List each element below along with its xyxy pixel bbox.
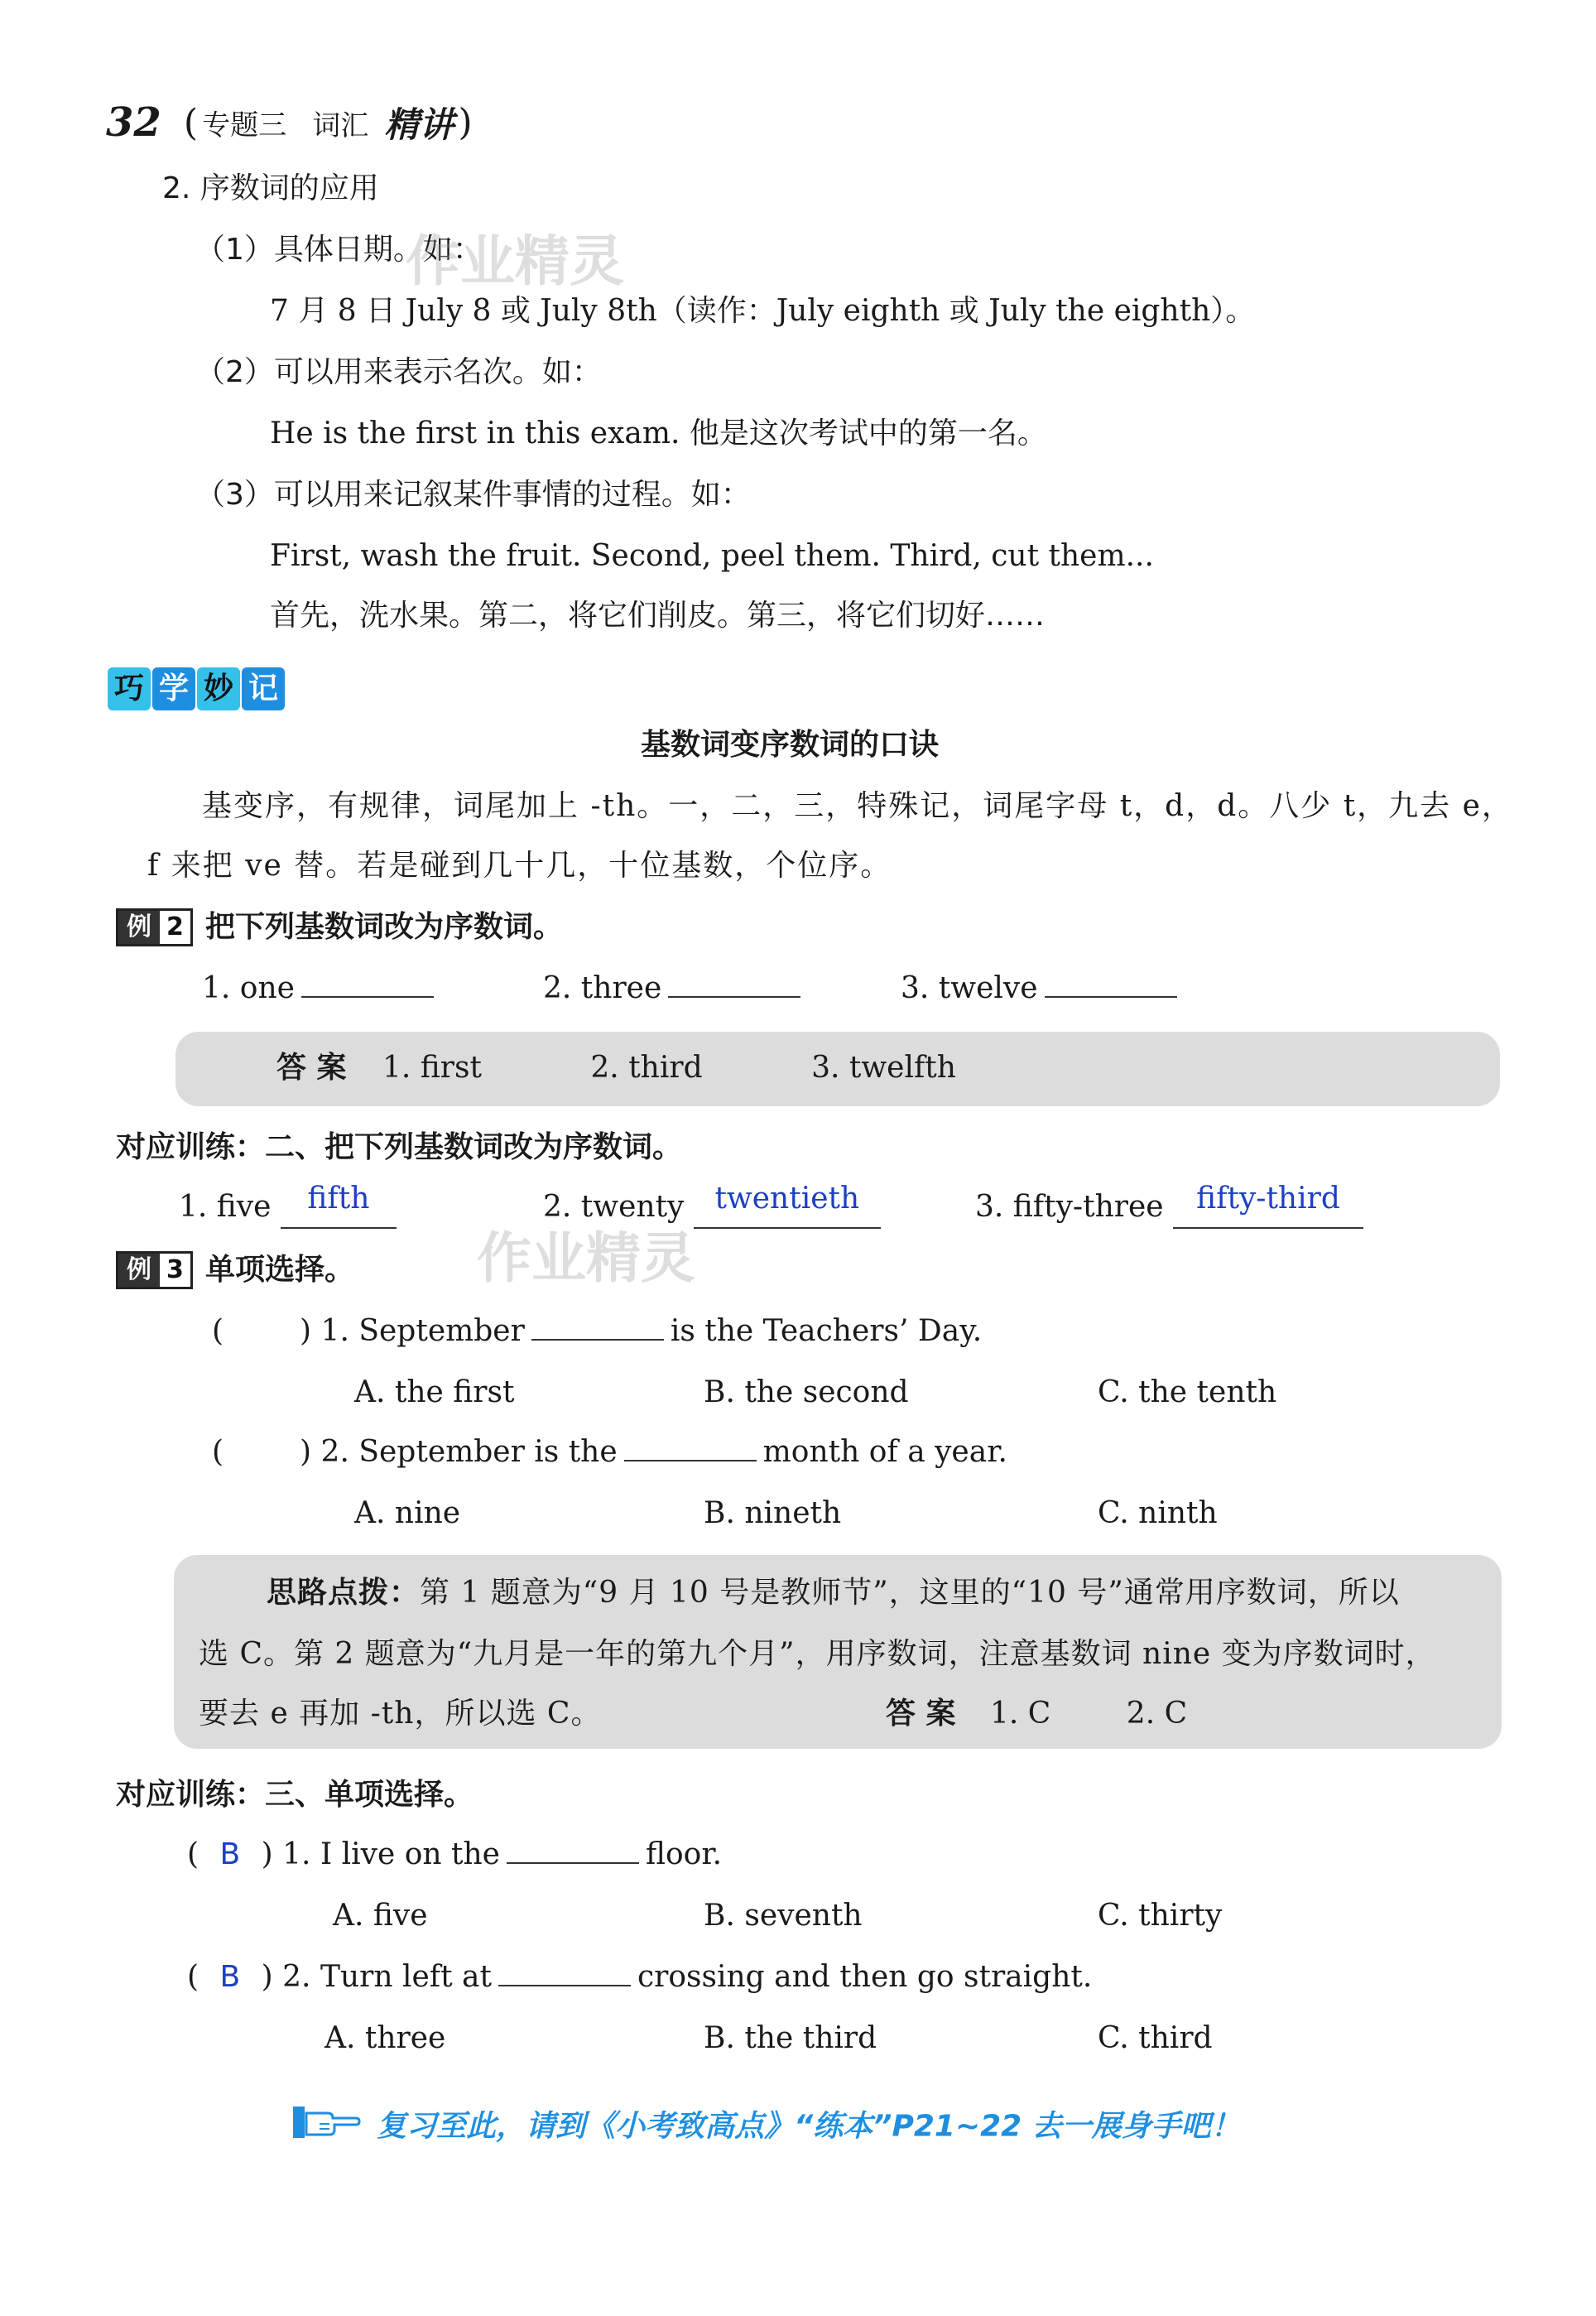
practice-2-q1 xyxy=(179,1182,397,1229)
hint-text-3: 要去 e 再加 -th，所以选 C。 xyxy=(199,1697,602,1731)
q-text: 2. twenty xyxy=(543,1190,685,1224)
paren-close: ) xyxy=(261,1960,273,1994)
hint-text-1: 第 1 题意为“9 月 10 号是教师节”，这里的“10 号”通常用序数词，所以 xyxy=(420,1576,1400,1610)
footer xyxy=(291,2102,1241,2146)
example-2-q2 xyxy=(543,969,807,1009)
paren-open: ( xyxy=(187,1837,200,1871)
example-3-q1-opt-b: B. the second xyxy=(704,1375,909,1409)
practice-3-q1-opt-c: C. thirty xyxy=(1098,1899,1223,1933)
paren-close: ) xyxy=(300,1314,312,1348)
memory-tip-line-2: f 来把 ve 替。若是碰到几十几，十位基数，个位序。 xyxy=(147,849,892,883)
example-3-badge xyxy=(116,1251,193,1289)
example-3-q2-opt-b: B. nineth xyxy=(704,1496,842,1530)
q-text: 1. five xyxy=(179,1190,272,1224)
answer-blank xyxy=(668,971,800,998)
example-3-q1-opt-a: A. the first xyxy=(354,1375,515,1409)
header-bracket-left: ( xyxy=(183,101,199,144)
header-bracket-right: ) xyxy=(458,101,473,144)
answer-field[interactable] xyxy=(1173,1182,1363,1229)
practice-3-q1-stem xyxy=(187,1835,722,1875)
item-2-example: He is the first in this exam. 他是这次考试中的第一名。 xyxy=(270,416,1047,450)
watermark-2: 作业精灵 xyxy=(477,1226,695,1290)
badge-number: 2 xyxy=(166,912,184,941)
answer-label: 答 案 xyxy=(886,1697,956,1731)
stem-pre: 2. Turn left at xyxy=(282,1960,492,1994)
example-2-header xyxy=(116,908,563,947)
practice-3-q2-opt-c: C. third xyxy=(1098,2021,1213,2055)
practice-3-q2-opt-a: A. three xyxy=(324,2021,446,2055)
practice-2-title: 对应训练：二、把下列基数词改为序数词。 xyxy=(116,1130,683,1164)
stem-post: is the Teachers’ Day. xyxy=(670,1314,983,1348)
choice-answer[interactable]: B xyxy=(219,1960,241,1994)
stem-blank xyxy=(531,1314,664,1341)
q-text: 3. twelve xyxy=(901,971,1038,1005)
answer-field[interactable] xyxy=(281,1182,397,1229)
answer-label: 答 案 xyxy=(276,1051,347,1085)
example-3-q2-stem xyxy=(212,1432,1007,1472)
stem-blank xyxy=(507,1837,639,1864)
answer-1: 1. first xyxy=(382,1051,482,1085)
item-1-example: 7 月 8 日 July 8 或 July 8th（读作：July eighth 或 July the eighth）。 xyxy=(270,294,1256,328)
practice-2-q3 xyxy=(975,1182,1363,1229)
practice-3-q2-opt-b: B. the third xyxy=(704,2021,877,2055)
hint-label: 思路点拨： xyxy=(267,1576,421,1610)
stem-pre: 2. September is the xyxy=(320,1435,618,1469)
example-2-badge xyxy=(116,908,193,946)
page-number: 32 xyxy=(106,99,161,146)
practice-3-title: 对应训练：三、单项选择。 xyxy=(116,1778,474,1812)
example-2-q3 xyxy=(901,969,1184,1009)
example-3-instruction: 单项选择。 xyxy=(204,1253,354,1287)
header-topic-mark: 精讲 xyxy=(384,104,454,145)
memory-tip-badge xyxy=(108,667,286,710)
memory-tip-title: 基数词变序数词的口诀 xyxy=(641,728,940,762)
stem-pre: 1. September xyxy=(320,1314,525,1348)
handwritten-answer: twentieth xyxy=(714,1182,860,1216)
badge-label: 例 xyxy=(118,1254,160,1287)
example-2-q1 xyxy=(202,969,440,1009)
handwritten-answer: fifty-third xyxy=(1196,1182,1340,1216)
example-3-q2-opt-c: C. ninth xyxy=(1098,1496,1218,1530)
paren-open: ( xyxy=(212,1435,224,1469)
page-header xyxy=(106,98,473,156)
item-3-example-cn: 首先，洗水果。第二，将它们削皮。第三，将它们切好…… xyxy=(270,599,1046,633)
tip-tile-3: 妙 xyxy=(197,667,240,710)
answer-blank xyxy=(1045,971,1177,998)
example-2-instruction: 把下列基数词改为序数词。 xyxy=(204,910,563,944)
paren-close: ) xyxy=(300,1435,312,1469)
memory-tip-line-1: 基变序，有规律，词尾加上 -th。一，二，三，特殊记，词尾字母 t，d，d。八少 t，九去 e， xyxy=(202,789,1513,823)
q-text: 2. three xyxy=(543,971,662,1005)
hint-line-1 xyxy=(267,1573,1400,1613)
example-3-q1-opt-c: C. the tenth xyxy=(1098,1375,1277,1409)
item-2-label: （2）可以用来表示名次。如： xyxy=(195,355,602,389)
tip-tile-2: 学 xyxy=(152,667,195,710)
footer-text: 复习至此，请到《小考致高点》“练本”P21~22 去一展身手吧！ xyxy=(377,2109,1241,2144)
handwritten-answer: fifth xyxy=(307,1182,370,1216)
answer-field[interactable] xyxy=(694,1182,881,1229)
example-2-answers xyxy=(276,1048,956,1088)
paren-open: ( xyxy=(212,1314,224,1348)
stem-blank xyxy=(498,1960,631,1986)
stem-pre: 1. I live on the xyxy=(282,1837,500,1871)
stem-post: floor. xyxy=(645,1837,723,1871)
choice-answer[interactable]: B xyxy=(219,1837,241,1871)
badge-label: 例 xyxy=(118,911,160,944)
answer-2: 2. C xyxy=(1126,1697,1188,1731)
stem-post: crossing and then go straight. xyxy=(637,1960,1093,1994)
pointing-hand-icon xyxy=(291,2102,361,2146)
practice-3-q1-opt-b: B. seventh xyxy=(704,1899,863,1933)
stem-blank xyxy=(624,1435,757,1461)
watermark-1: 作业精灵 xyxy=(406,229,624,293)
paren-open: ( xyxy=(187,1960,200,1994)
item-3-example: First, wash the fruit. Second, peel them. Third, cut them... xyxy=(270,539,1154,573)
hint-line-3 xyxy=(199,1694,1490,1734)
practice-3-q1-opt-a: A. five xyxy=(333,1899,428,1933)
tip-tile-4: 记 xyxy=(242,667,285,710)
answer-1: 1. C xyxy=(990,1697,1051,1731)
q-text: 1. one xyxy=(202,971,295,1005)
item-3-label: （3）可以用来记叙某件事情的过程。如： xyxy=(195,478,751,512)
paren-close: ) xyxy=(261,1837,273,1871)
answer-2: 2. third xyxy=(590,1051,703,1085)
hint-answers xyxy=(886,1694,1187,1734)
q-text: 3. fifty-three xyxy=(975,1190,1164,1224)
answer-3: 3. twelfth xyxy=(811,1051,956,1085)
example-3-q2-opt-a: A. nine xyxy=(354,1496,461,1530)
badge-number: 3 xyxy=(166,1255,184,1284)
practice-3-q2-stem xyxy=(187,1957,1092,1997)
example-3-header xyxy=(116,1250,354,1290)
header-topic-sub: 词汇 xyxy=(312,108,369,142)
header-topic: 专题三 xyxy=(202,108,287,142)
tip-tile-1: 巧 xyxy=(108,667,151,710)
stem-post: month of a year. xyxy=(762,1435,1007,1469)
item-1-label: （1）具体日期。如： xyxy=(195,233,483,267)
example-3-q1-stem xyxy=(212,1312,982,1351)
hint-line-2: 选 C。第 2 题意为“九月是一年的第九个月”，用序数词，注意基数词 nine 变为序数词时， xyxy=(199,1637,1436,1671)
answer-blank xyxy=(301,971,434,998)
section-title: 2. 序数词的应用 xyxy=(162,171,379,205)
